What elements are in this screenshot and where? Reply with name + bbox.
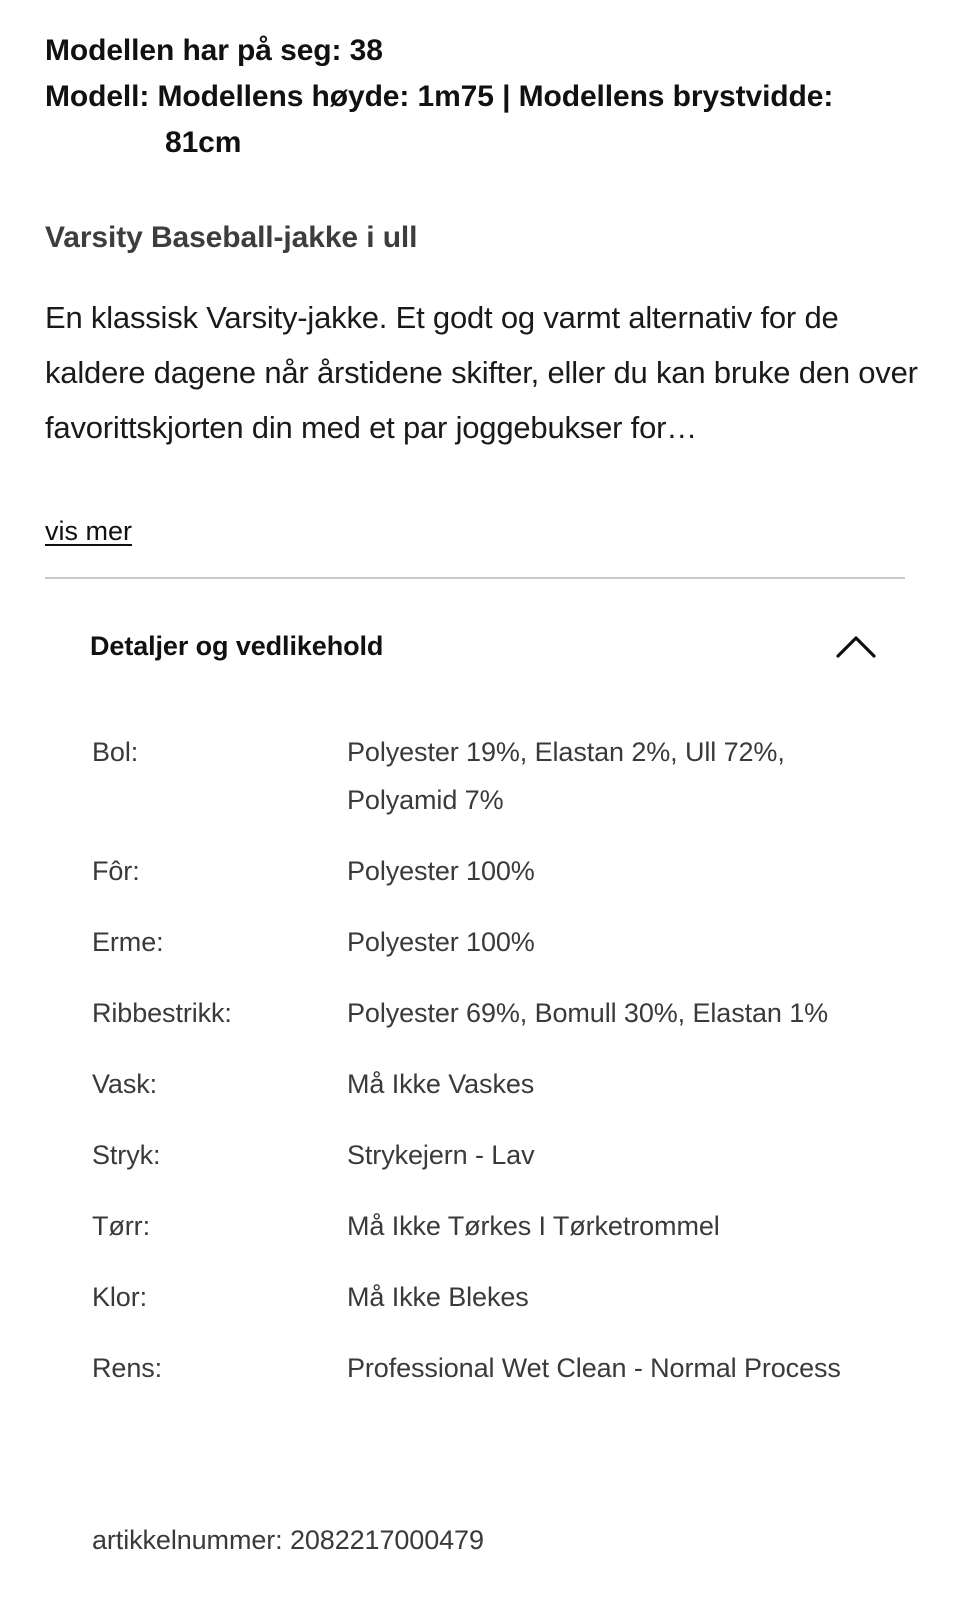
detail-value: Må Ikke Vaskes (347, 1069, 535, 1099)
detail-value: Polyester 100% (347, 927, 535, 957)
detail-row (92, 1202, 902, 1250)
detail-row (92, 1131, 902, 1179)
detail-label: Rens: (92, 1353, 163, 1383)
details-accordion-header[interactable] (90, 620, 880, 672)
model-measurements-primary: Modell: Modellens høyde: 1m75 | Modellens brystvidde: (45, 80, 834, 113)
detail-value: Polyester 69%, Bomull 30%, Elastan 1% (347, 998, 829, 1028)
chevron-up-icon[interactable] (832, 629, 880, 663)
section-divider (45, 577, 905, 579)
detail-label: Vask: (92, 1069, 158, 1099)
model-measurements-secondary: 81cm (165, 126, 242, 159)
model-size-line: Modellen har på seg: 38 (45, 34, 383, 67)
detail-row (92, 847, 902, 895)
model-measurements-line (45, 74, 915, 166)
details-list (92, 728, 902, 1415)
detail-value: Professional Wet Clean - Normal Process (347, 1353, 841, 1383)
detail-row (92, 918, 902, 966)
detail-row (92, 989, 902, 1037)
details-accordion-title: Detaljer og vedlikehold (90, 631, 384, 661)
detail-label: Erme: (92, 927, 164, 957)
model-info-block (45, 28, 915, 166)
detail-label: Klor: (92, 1282, 148, 1312)
detail-label: Tørr: (92, 1211, 150, 1241)
detail-row (92, 728, 902, 824)
detail-row (92, 1060, 902, 1108)
detail-label: Fôr: (92, 856, 140, 886)
product-description: En klassisk Varsity-jakke. Et godt og varmt alternativ for de kaldere dagene når årstidene skifter, eller du kan bruke den over favorittskjorten din med et par joggebukser for… (45, 300, 918, 445)
detail-label: Ribbestrikk: (92, 998, 232, 1028)
detail-value: Strykejern - Lav (347, 1140, 535, 1170)
detail-label: Bol: (92, 737, 139, 767)
detail-value: Må Ikke Blekes (347, 1282, 529, 1312)
detail-row (92, 1273, 902, 1321)
show-more-link[interactable]: vis mer (45, 516, 132, 546)
detail-value: Må Ikke Tørkes I Tørketrommel (347, 1211, 720, 1241)
detail-label: Stryk: (92, 1140, 161, 1170)
product-title: Varsity Baseball-jakke i ull (45, 221, 418, 254)
detail-value: Polyester 19%, Elastan 2%, Ull 72%, Polyamid 7% (347, 737, 785, 815)
detail-value: Polyester 100% (347, 856, 535, 886)
article-number: artikkelnummer: 2082217000479 (92, 1525, 484, 1555)
detail-row (92, 1344, 902, 1392)
